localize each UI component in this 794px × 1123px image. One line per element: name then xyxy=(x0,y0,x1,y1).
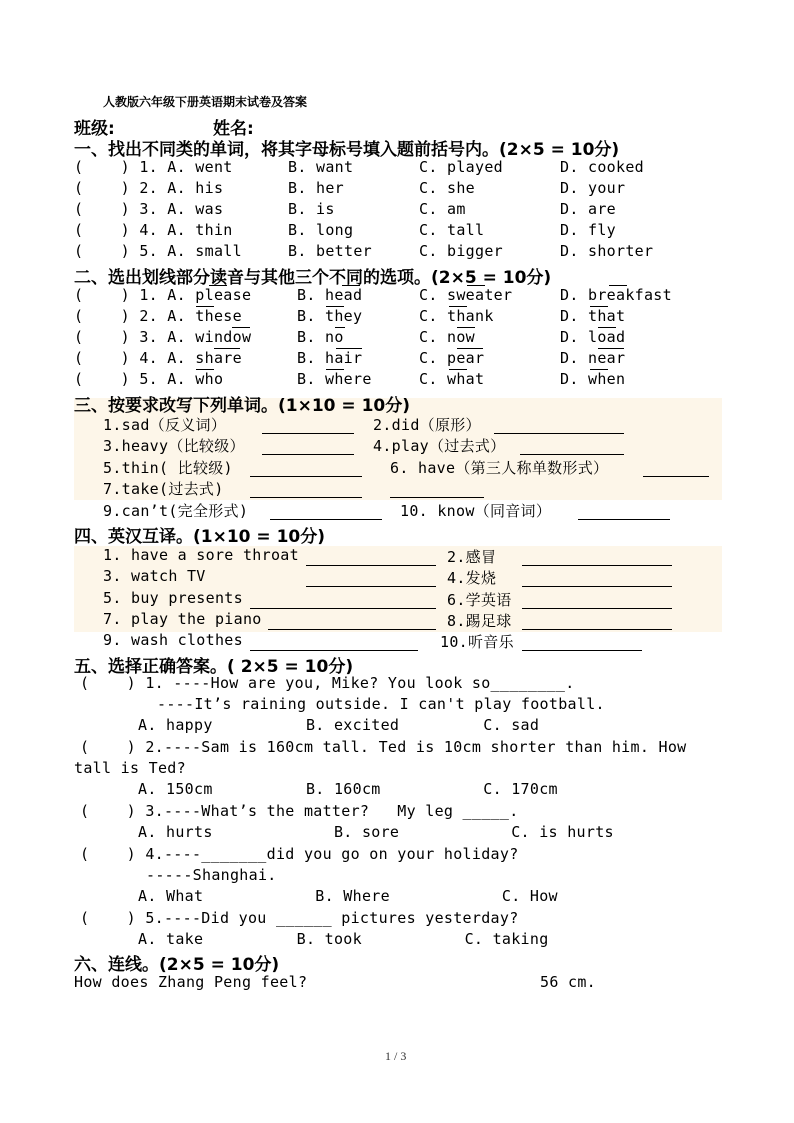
s3-item2: 2.did（原形） xyxy=(373,416,481,434)
class-label: 班级: xyxy=(74,119,115,139)
s2-row3-b: B. no xyxy=(297,328,344,346)
s2-row1-b: B. head xyxy=(297,286,363,304)
s4-item2: 2.感冒 xyxy=(447,548,497,566)
answer-blank[interactable] xyxy=(522,629,672,630)
s1-row2-b: B. her xyxy=(288,179,344,197)
s2-row1-c: C. sweater xyxy=(419,286,513,304)
s4-item8: 8.踢足球 xyxy=(447,612,512,630)
s1-row2-c: C. she xyxy=(419,179,475,197)
s2-row4-a: ( ) 4. A. share xyxy=(74,349,242,367)
underline-mark xyxy=(590,306,608,307)
s5-q3-options: A. hurts B. sore C. is hurts xyxy=(138,823,614,841)
s2-row4-c: C. pear xyxy=(419,349,485,367)
s4-item7: 7. play the piano xyxy=(103,610,262,628)
s4-item10: 10.听音乐 xyxy=(440,633,514,651)
s2-row3-a: ( ) 3. A. window xyxy=(74,328,252,346)
s5-q2-options: A. 150cm B. 160cm C. 170cm xyxy=(138,780,558,798)
s1-row3-b: B. is xyxy=(288,200,335,218)
s1-row5-d: D. shorter xyxy=(560,242,654,260)
s2-row3-d: D. load xyxy=(560,328,626,346)
s1-row1-b: B. want xyxy=(288,158,354,176)
s2-row2-d: D. that xyxy=(560,307,626,325)
s5-q5: ( ) 5.----Did you ______ pictures yesterday? xyxy=(80,909,519,927)
s5-q5-options: A. take B. took C. taking xyxy=(138,930,549,948)
s2-row1-d: D. breakfast xyxy=(560,286,672,304)
s4-item3: 3. watch TV xyxy=(103,567,206,585)
s2-row5-d: D. when xyxy=(560,370,626,388)
underline-mark xyxy=(336,348,362,349)
answer-blank[interactable] xyxy=(390,497,484,498)
underline-mark xyxy=(609,285,627,286)
underline-mark xyxy=(335,327,345,328)
section5-heading: 五、选择正确答案。( 2×5 = 10分) xyxy=(74,657,354,677)
s5-q1-options: A. happy B. excited C. sad xyxy=(138,716,540,734)
section3-heading: 三、按要求改写下列单词。(1×10 = 10分) xyxy=(74,396,411,416)
answer-blank[interactable] xyxy=(262,433,354,434)
s4-item1: 1. have a sore throat xyxy=(103,546,299,564)
answer-blank[interactable] xyxy=(643,476,709,477)
underline-mark xyxy=(326,369,344,370)
s2-row2-c: C. thank xyxy=(419,307,494,325)
s4-item4: 4.发烧 xyxy=(447,569,497,587)
s3-item4: 4.play（过去式） xyxy=(373,437,506,455)
answer-blank[interactable] xyxy=(494,433,624,434)
answer-blank[interactable] xyxy=(522,586,672,587)
answer-blank[interactable] xyxy=(250,497,362,498)
s2-row3-c: C. now xyxy=(419,328,475,346)
s1-row4-d: D. fly xyxy=(560,221,616,239)
answer-blank[interactable] xyxy=(522,565,672,566)
section1-heading: 一、找出不同类的单词，将其字母标号填入题前括号内。(2×5 = 10分) xyxy=(74,140,620,160)
s1-row2-a: ( ) 2. A. his xyxy=(74,179,224,197)
s1-row1-c: C. played xyxy=(419,158,503,176)
answer-blank[interactable] xyxy=(250,608,436,609)
s2-row5-c: C. what xyxy=(419,370,485,388)
s5-q1: ( ) 1. ----How are you, Mike? You look so________. xyxy=(80,674,575,692)
underline-mark xyxy=(590,369,608,370)
answer-blank[interactable] xyxy=(262,454,354,455)
name-label: 姓名: xyxy=(213,119,254,139)
underline-mark xyxy=(214,348,240,349)
underline-mark xyxy=(326,306,344,307)
s5-q3: ( ) 3.----What’s the matter? My leg _____. xyxy=(80,802,519,820)
s1-row5-b: B. better xyxy=(288,242,372,260)
underline-mark xyxy=(342,285,360,286)
s2-row4-b: B. hair xyxy=(297,349,363,367)
document-title: 人教版六年级下册英语期末试卷及答案 xyxy=(103,95,308,109)
s2-row1-a: ( ) 1. A. please xyxy=(74,286,252,304)
section2-heading: 二、选出划线部分读音与其他三个不同的选项。(2×5 = 10分) xyxy=(74,268,552,288)
s5-q2: ( ) 2.----Sam is 160cm tall. Ted is 10cm shorter than him. How xyxy=(80,738,687,756)
underline-mark xyxy=(209,285,227,286)
s1-row5-c: C. bigger xyxy=(419,242,503,260)
underline-mark xyxy=(232,327,250,328)
s3-item5: 5.thin( 比较级) xyxy=(103,459,233,477)
s1-row4-c: C. tall xyxy=(419,221,485,239)
s6-right-item: 56 cm. xyxy=(540,973,596,991)
s5-q4-options: A. What B. Where C. How xyxy=(138,887,558,905)
answer-blank[interactable] xyxy=(578,519,670,520)
answer-blank[interactable] xyxy=(250,650,418,651)
s1-row3-c: C. am xyxy=(419,200,466,218)
underline-mark xyxy=(457,327,475,328)
s5-q4: ( ) 4.----_______did you go on your holiday? xyxy=(80,845,519,863)
s1-row5-a: ( ) 5. A. small xyxy=(74,242,242,260)
s1-row3-d: D. are xyxy=(560,200,616,218)
section4-heading: 四、英汉互译。(1×10 = 10分) xyxy=(74,527,326,547)
s2-row5-b: B. where xyxy=(297,370,372,388)
answer-blank[interactable] xyxy=(270,519,382,520)
s1-row1-a: ( ) 1. A. went xyxy=(74,158,233,176)
answer-blank[interactable] xyxy=(250,476,362,477)
underline-mark xyxy=(598,348,624,349)
underline-mark xyxy=(457,348,483,349)
underline-mark xyxy=(196,369,214,370)
s5-q4-reply: -----Shanghai. xyxy=(146,866,277,884)
s5-q2-cont: tall is Ted? xyxy=(74,759,186,777)
page-number: 1 / 3 xyxy=(385,1049,407,1063)
underline-mark xyxy=(449,306,467,307)
section6-heading: 六、连线。(2×5 = 10分) xyxy=(74,955,280,975)
s2-row2-a: ( ) 2. A. these xyxy=(74,307,242,325)
s1-row1-d: D. cooked xyxy=(560,158,644,176)
answer-blank[interactable] xyxy=(520,454,624,455)
answer-blank[interactable] xyxy=(306,586,436,587)
s4-item9: 9. wash clothes xyxy=(103,631,243,649)
s3-item9: 9.can’t(完全形式) xyxy=(103,502,249,520)
s5-q1-reply: ----It’s raining outside. I can't play football. xyxy=(157,695,605,713)
underline-mark xyxy=(196,306,214,307)
underline-mark xyxy=(449,369,467,370)
s3-item6: 6. have（第三人称单数形式） xyxy=(390,459,609,477)
s3-item3: 3.heavy（比较级） xyxy=(103,437,245,455)
s3-item7: 7.take(过去式) xyxy=(103,480,224,498)
s6-left-item: How does Zhang Peng feel? xyxy=(74,973,308,991)
s3-item10: 10. know（同音词） xyxy=(400,502,552,520)
s3-item1: 1.sad（反义词） xyxy=(103,416,227,434)
answer-blank[interactable] xyxy=(306,565,436,566)
underline-mark xyxy=(598,327,616,328)
s1-row4-a: ( ) 4. A. thin xyxy=(74,221,233,239)
s2-row2-b: B. they xyxy=(297,307,363,325)
s2-row4-d: D. near xyxy=(560,349,626,367)
s4-item6: 6.学英语 xyxy=(447,591,512,609)
s2-row5-a: ( ) 5. A. who xyxy=(74,370,224,388)
answer-blank[interactable] xyxy=(522,650,642,651)
s1-row4-b: B. long xyxy=(288,221,354,239)
s1-row2-d: D. your xyxy=(560,179,626,197)
answer-blank[interactable] xyxy=(522,608,672,609)
s4-item5: 5. buy presents xyxy=(103,589,243,607)
s1-row3-a: ( ) 3. A. was xyxy=(74,200,224,218)
underline-mark xyxy=(467,285,485,286)
answer-blank[interactable] xyxy=(268,629,436,630)
